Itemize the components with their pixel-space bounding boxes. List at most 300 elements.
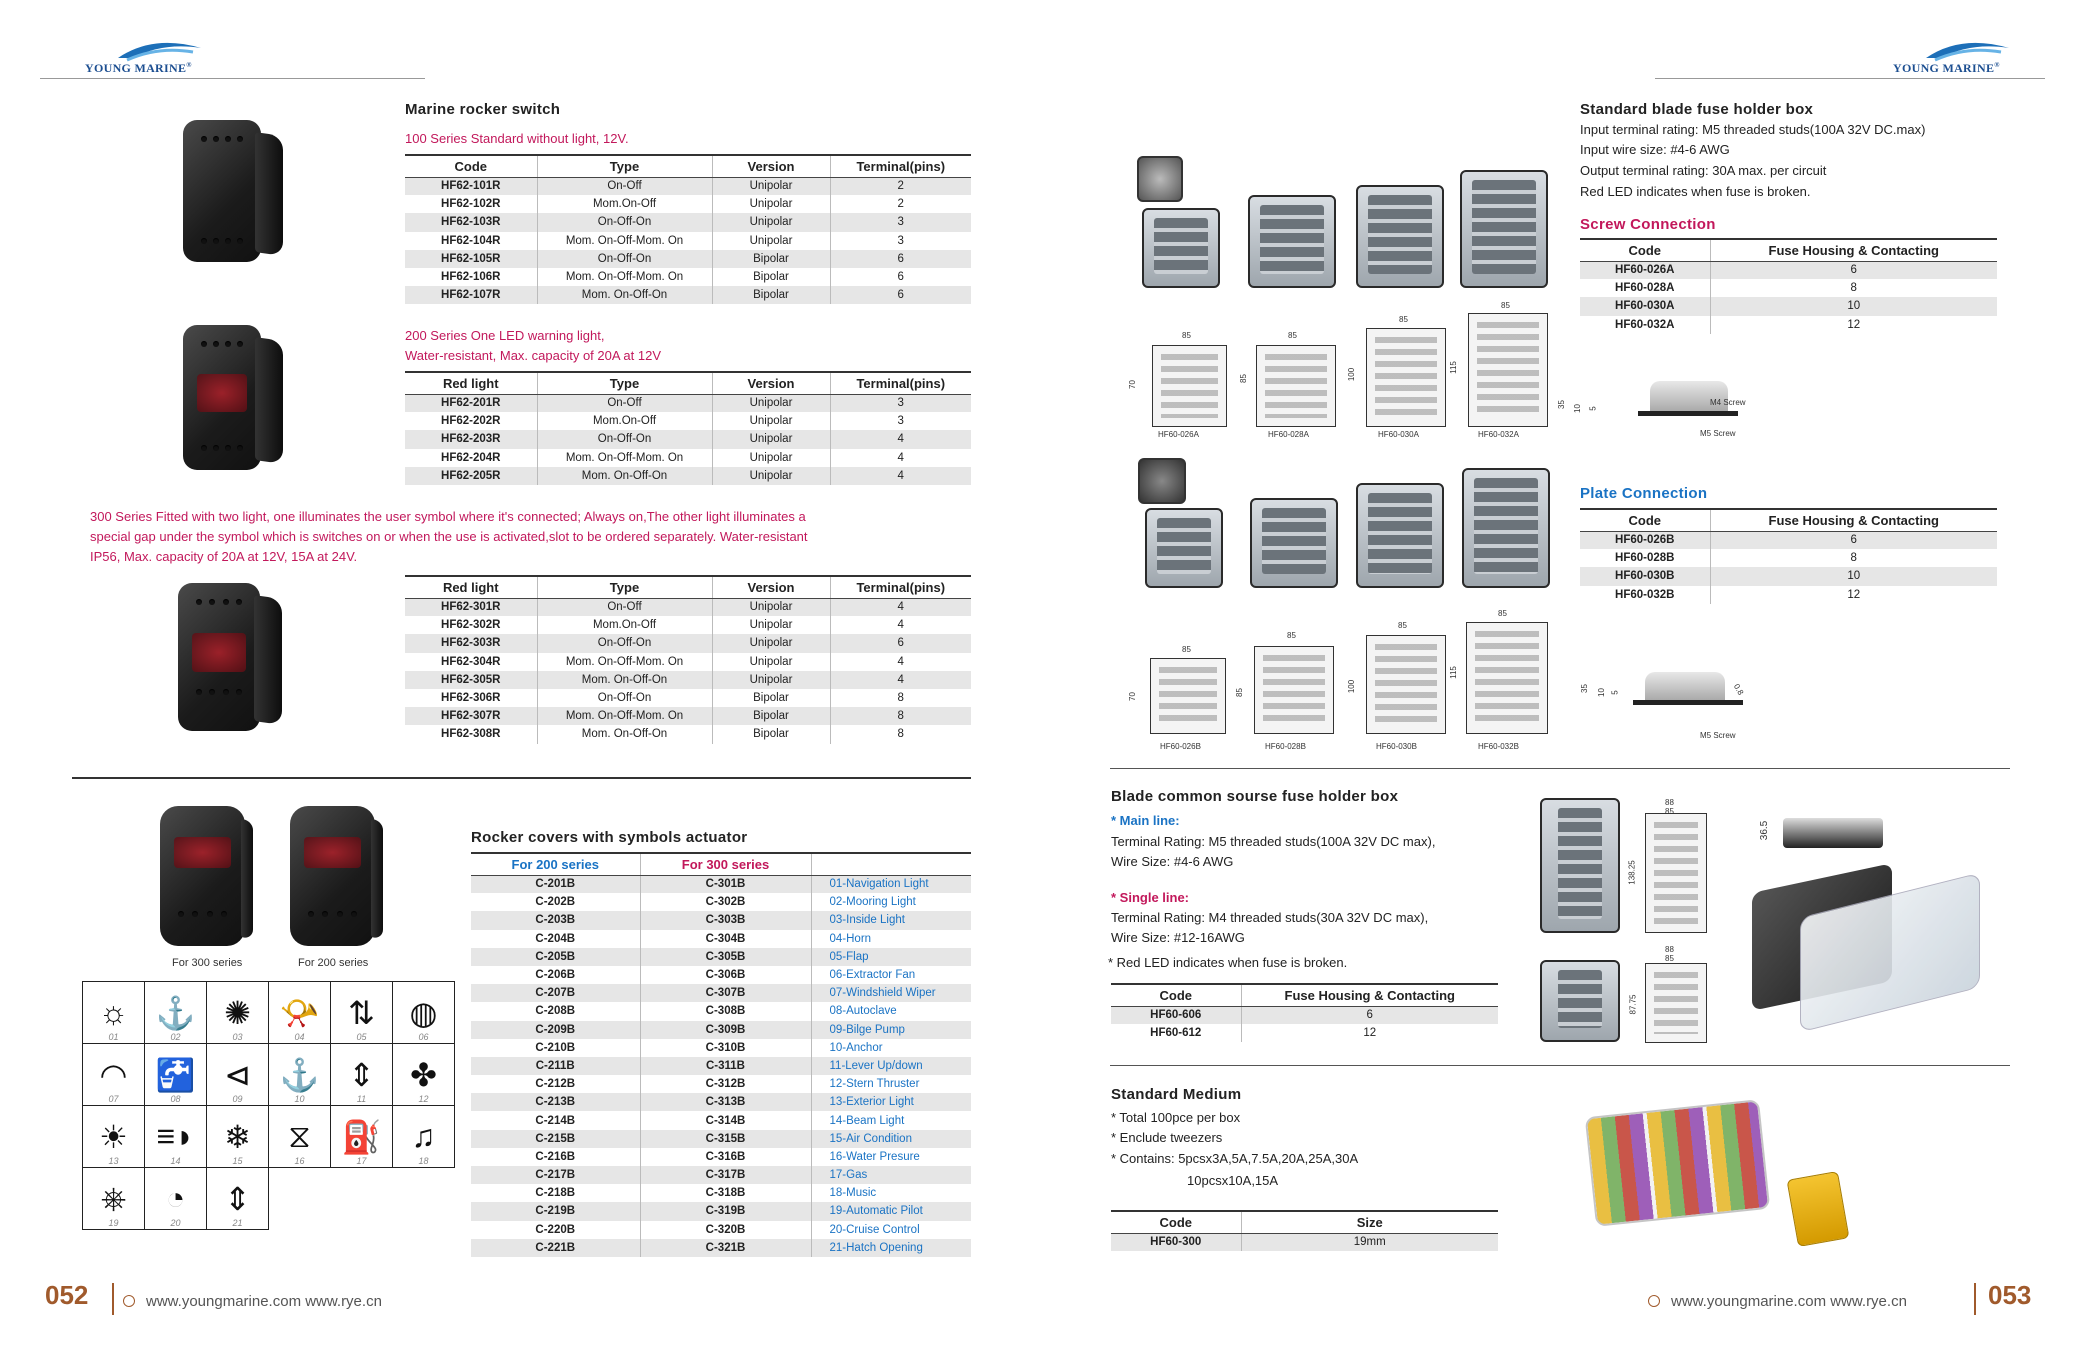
table-cell: On-Off-On <box>537 430 712 448</box>
table-cell: Unipolar <box>712 177 830 195</box>
dim-85: 85 <box>1498 609 1507 618</box>
dim-10: 10 <box>1596 688 1606 697</box>
symbol-number: 19 <box>108 1218 119 1228</box>
symbol-icon-grid <box>82 981 455 1230</box>
symbol-number: 07 <box>108 1094 119 1104</box>
table-cell: Unipolar <box>712 195 830 213</box>
drawing-032a <box>1468 313 1548 427</box>
plate-connection-title: Plate Connection <box>1580 485 1708 502</box>
table-cell: C-313B <box>640 1093 811 1111</box>
table-cell: C-206B <box>471 966 640 984</box>
symbol-number: 09 <box>232 1094 243 1104</box>
table-cell: On-Off-On <box>537 250 712 268</box>
table-cell: Mom. On-Off-Mom. On <box>537 707 712 725</box>
table-row <box>471 1239 971 1257</box>
table-cell: 6 <box>1710 261 1997 279</box>
cover-300-image <box>160 806 245 946</box>
common-title: Blade common sourse fuse holder box <box>1111 788 1399 805</box>
symbol-number: 04 <box>294 1032 305 1042</box>
table-cell: 4 <box>830 430 971 448</box>
table-cell: HF62-302R <box>405 616 537 634</box>
table-row <box>471 1130 971 1148</box>
table-cell: C-301B <box>640 875 811 893</box>
table-row <box>405 598 971 616</box>
symbol-glyph-icon: ⇕ <box>224 1180 251 1217</box>
table-cell: 6 <box>1241 1006 1498 1024</box>
s200-table <box>405 371 971 485</box>
table-row <box>405 286 971 304</box>
table-cell: HF60-030A <box>1580 297 1710 315</box>
plate-table <box>1580 508 1997 604</box>
label-032b: HF60-032B <box>1478 742 1519 751</box>
table-cell: C-320B <box>640 1221 811 1239</box>
symbol-icon-cell <box>393 982 455 1044</box>
table-cell: 13-Exterior Light <box>811 1093 971 1111</box>
symbol-number: 20 <box>170 1218 181 1228</box>
table-cell: Mom.On-Off <box>537 412 712 430</box>
label-028b: HF60-028B <box>1265 742 1306 751</box>
table-row <box>471 1111 971 1129</box>
table-cell: C-306B <box>640 966 811 984</box>
table-row <box>405 689 971 707</box>
table-cell: C-309B <box>640 1021 811 1039</box>
blade-title: Standard blade fuse holder box <box>1580 101 1814 118</box>
table-cell: 4 <box>830 598 971 616</box>
symbol-glyph-icon: ⇅ <box>348 994 375 1031</box>
symbol-number: 05 <box>356 1032 367 1042</box>
col-housing: Fuse Housing & Contacting <box>1710 239 1997 261</box>
dim-87: 87.75 <box>1628 994 1638 1015</box>
table-row <box>405 725 971 743</box>
page-number-right: 053 <box>1988 1280 2032 1310</box>
blade-spec-4: Red LED indicates when fuse is broken. <box>1580 184 1811 199</box>
table-row <box>471 1093 971 1111</box>
table-cell: On-Off <box>537 598 712 616</box>
table-cell: Bipolar <box>712 725 830 743</box>
table-row <box>471 1002 971 1020</box>
symbol-icon-cell <box>207 1168 269 1230</box>
table-cell: On-Off <box>537 394 712 412</box>
table-cell: HF62-308R <box>405 725 537 743</box>
table-cell: C-311B <box>640 1057 811 1075</box>
symbol-icon-cell <box>269 1106 331 1168</box>
table-cell: Bipolar <box>712 250 830 268</box>
table-cell: HF62-202R <box>405 412 537 430</box>
dim-100: 100 <box>1347 367 1357 382</box>
table-row <box>405 634 971 652</box>
table-cell: Unipolar <box>712 449 830 467</box>
table-cell: HF62-107R <box>405 286 537 304</box>
col-red-light: Red light <box>405 372 537 394</box>
table-cell: C-205B <box>471 948 640 966</box>
symbol-glyph-icon: ◔ <box>165 1180 186 1216</box>
label-030a: HF60-030A <box>1378 430 1419 439</box>
table-cell: 14-Beam Light <box>811 1111 971 1129</box>
table-cell: 4 <box>830 671 971 689</box>
caption-300: For 300 series <box>172 957 243 969</box>
medium-title: Standard Medium <box>1111 1086 1242 1103</box>
table-cell: C-213B <box>471 1093 640 1111</box>
symbol-icon-cell <box>207 982 269 1044</box>
symbol-icon-cell <box>83 982 145 1044</box>
table-row <box>1580 531 1997 549</box>
s300-desc-2: special gap under the symbol which is switches on or when the use is activated,slot to be ordered separately. Water-resistant <box>90 529 808 544</box>
table-cell: HF60-300 <box>1111 1233 1241 1251</box>
footer-bar-left <box>112 1283 114 1315</box>
col-type: Type <box>537 155 712 177</box>
symbol-glyph-icon: 📯 <box>279 994 320 1031</box>
single-line-2: Wire Size: #12-16AWG <box>1111 930 1245 945</box>
col-red-light: Red light <box>405 576 537 598</box>
table-cell: 08-Autoclave <box>811 1002 971 1020</box>
table-cell: On-Off-On <box>537 634 712 652</box>
table-cell: C-316B <box>640 1148 811 1166</box>
dim-5: 5 <box>1610 690 1620 695</box>
label-030b: HF60-030B <box>1376 742 1417 751</box>
symbol-icon-cell <box>145 1168 207 1230</box>
table-cell: 3 <box>830 394 971 412</box>
table-cell: 20-Cruise Control <box>811 1221 971 1239</box>
table-row <box>471 930 971 948</box>
table-cell: 4 <box>830 616 971 634</box>
table-cell: Unipolar <box>712 467 830 485</box>
table-row <box>405 394 971 412</box>
section-divider-right-2 <box>1110 1065 2010 1066</box>
label-032a: HF60-032A <box>1478 430 1519 439</box>
table-cell: 6 <box>830 634 971 652</box>
dim-85: 85 <box>1665 954 1674 963</box>
symbol-icon-cell <box>331 1044 393 1106</box>
table-cell: HF60-612 <box>1111 1024 1241 1042</box>
table-cell: Unipolar <box>712 653 830 671</box>
blade-spec-1: Input terminal rating: M5 threaded studs(100A 32V DC.max) <box>1580 122 1926 137</box>
table-row <box>405 268 971 286</box>
blade-fuse-photo <box>1786 1171 1849 1247</box>
symbol-number: 03 <box>232 1032 243 1042</box>
rocker-switch-300-image <box>178 583 260 731</box>
symbol-icon-cell <box>269 1044 331 1106</box>
drawing-032b <box>1466 622 1548 734</box>
section-divider-right-1 <box>1110 768 2010 769</box>
dim-35: 35 <box>1579 684 1589 693</box>
globe-icon <box>123 1295 135 1307</box>
symbol-number: 14 <box>170 1156 181 1166</box>
symbol-number: 16 <box>294 1156 305 1166</box>
table-cell: 2 <box>830 177 971 195</box>
symbol-number: 15 <box>232 1156 243 1166</box>
dim-115: 115 <box>1448 361 1458 374</box>
table-row <box>1580 261 1997 279</box>
table-cell: 04-Horn <box>811 930 971 948</box>
symbol-glyph-icon: ◠ <box>99 1056 128 1093</box>
symbol-icon-cell <box>83 1106 145 1168</box>
table-cell: Mom.On-Off <box>537 616 712 634</box>
table-cell: HF60-606 <box>1111 1006 1241 1024</box>
brand-logo-right <box>1893 38 2033 78</box>
table-cell: 17-Gas <box>811 1166 971 1184</box>
medium-line-3: * Contains: 5pcsx3A,5A,7.5A,20A,25A,30A <box>1111 1151 1359 1166</box>
table-cell: Mom. On-Off-On <box>537 467 712 485</box>
table-cell: HF60-030B <box>1580 567 1710 585</box>
symbol-glyph-icon: ⛽ <box>341 1118 382 1155</box>
symbol-glyph-icon: ⧖ <box>288 1117 311 1154</box>
page-number-left: 052 <box>45 1280 89 1310</box>
col-300-series: For 300 series <box>640 853 811 875</box>
screw-table <box>1580 238 1997 334</box>
covers-title: Rocker covers with symbols actuator <box>471 829 748 846</box>
screw-terminal-closeup <box>1137 156 1183 202</box>
fuse-box-12-photo <box>1460 170 1548 288</box>
symbol-glyph-icon: ⚓ <box>279 1056 320 1093</box>
table-cell: HF60-032A <box>1580 316 1710 334</box>
symbol-glyph-icon: ♫ <box>411 1118 436 1154</box>
table-cell: HF62-105R <box>405 250 537 268</box>
fuse-box-6-photo <box>1142 208 1220 288</box>
table-cell: C-307B <box>640 984 811 1002</box>
covers-table <box>471 852 971 1257</box>
table-row <box>1580 279 1997 297</box>
wave-logo-icon <box>1921 38 2011 62</box>
symbol-icon-cell <box>331 1106 393 1168</box>
symbol-number: 02 <box>170 1032 181 1042</box>
table-cell: On-Off-On <box>537 213 712 231</box>
table-cell: C-303B <box>640 911 811 929</box>
s300-desc-3: IP56, Max. capacity of 20A at 12V, 15A at 24V. <box>90 549 358 564</box>
symbol-icon-cell <box>83 1168 145 1230</box>
table-row <box>405 616 971 634</box>
drawing-028b <box>1254 646 1334 734</box>
dim-85-h: 85 <box>1234 688 1244 697</box>
table-cell: C-305B <box>640 948 811 966</box>
table-cell: C-218B <box>471 1184 640 1202</box>
table-cell: C-202B <box>471 893 640 911</box>
table-cell: C-220B <box>471 1221 640 1239</box>
symbol-number: 12 <box>418 1094 429 1104</box>
symbol-glyph-icon: ☀ <box>99 1118 128 1155</box>
table-row <box>471 1166 971 1184</box>
table-row <box>405 213 971 231</box>
table-cell: C-319B <box>640 1202 811 1220</box>
table-cell: Unipolar <box>712 634 830 652</box>
table-cell: HF62-307R <box>405 707 537 725</box>
table-cell: HF60-032B <box>1580 586 1710 604</box>
dim-85: 85 <box>1182 645 1191 654</box>
table-row <box>405 195 971 213</box>
table-cell: C-321B <box>640 1239 811 1257</box>
side-profile-plate <box>1645 672 1725 700</box>
col-version: Version <box>712 576 830 598</box>
single-line-1: Terminal Rating: M4 threaded studs(30A 32V DC max), <box>1111 910 1429 925</box>
table-cell: Bipolar <box>712 689 830 707</box>
table-cell: Mom. On-Off-Mom. On <box>537 268 712 286</box>
table-row <box>471 1202 971 1220</box>
drawing-026b <box>1150 658 1226 734</box>
symbol-icon-cell <box>145 1106 207 1168</box>
dim-85: 85 <box>1182 331 1191 340</box>
dim-85: 85 <box>1398 621 1407 630</box>
col-code: Code <box>1580 509 1710 531</box>
col-terminal: Terminal(pins) <box>830 576 971 598</box>
label-026b: HF60-026B <box>1160 742 1201 751</box>
plate-terminal-closeup <box>1138 458 1186 504</box>
table-row <box>405 250 971 268</box>
table-cell: 8 <box>1710 549 1997 567</box>
table-cell: Mom. On-Off-On <box>537 725 712 743</box>
table-cell: 4 <box>830 653 971 671</box>
wave-logo-icon <box>113 38 203 62</box>
table-cell: Unipolar <box>712 394 830 412</box>
empty-cell <box>393 1168 455 1230</box>
col-version: Version <box>712 155 830 177</box>
blade-spec-2: Input wire size: #4-6 AWG <box>1580 142 1730 157</box>
table-row <box>1111 1006 1498 1024</box>
table-cell: C-201B <box>471 875 640 893</box>
table-cell: Unipolar <box>712 671 830 689</box>
table-cell: C-310B <box>640 1039 811 1057</box>
symbol-icon-cell <box>331 982 393 1044</box>
symbol-number: 17 <box>356 1156 367 1166</box>
drawing-030b <box>1366 635 1446 734</box>
fuse-box-6b-photo <box>1145 508 1223 588</box>
profile-base <box>1638 411 1738 416</box>
table-row <box>405 467 971 485</box>
header-rule-right <box>1655 78 2045 79</box>
symbol-glyph-icon: ✤ <box>410 1056 437 1093</box>
table-cell: C-315B <box>640 1130 811 1148</box>
table-cell: C-217B <box>471 1166 640 1184</box>
symbol-icon-cell <box>207 1106 269 1168</box>
table-cell: Mom. On-Off-On <box>537 286 712 304</box>
table-cell: Mom. On-Off-Mom. On <box>537 653 712 671</box>
brand-logo-left <box>85 38 225 78</box>
table-cell: HF62-104R <box>405 232 537 250</box>
table-cell: C-208B <box>471 1002 640 1020</box>
table-cell: HF62-305R <box>405 671 537 689</box>
table-cell: 10-Anchor <box>811 1039 971 1057</box>
table-cell: On-Off-On <box>537 689 712 707</box>
table-cell: 10 <box>1710 567 1997 585</box>
dim-70: 70 <box>1127 692 1137 701</box>
table-cell: 18-Music <box>811 1184 971 1202</box>
table-row <box>405 430 971 448</box>
dim-36-5: 36.5 <box>1759 820 1771 841</box>
table-row <box>471 875 971 893</box>
symbol-icon-cell <box>393 1106 455 1168</box>
col-housing: Fuse Housing & Contacting <box>1710 509 1997 531</box>
table-cell: Unipolar <box>712 598 830 616</box>
dim-88: 88 <box>1665 798 1674 807</box>
s100-table <box>405 154 971 304</box>
col-symbol <box>811 853 971 875</box>
table-row <box>471 966 971 984</box>
common-side-profile <box>1783 818 1883 848</box>
table-cell: 07-Windshield Wiper <box>811 984 971 1002</box>
dim-88: 88 <box>1665 945 1674 954</box>
table-cell: C-207B <box>471 984 640 1002</box>
table-row <box>405 653 971 671</box>
col-code: Code <box>1111 984 1241 1006</box>
table-cell: C-216B <box>471 1148 640 1166</box>
dim-138: 138.25 <box>1627 860 1637 885</box>
table-row <box>471 1148 971 1166</box>
table-cell: C-312B <box>640 1075 811 1093</box>
table-cell: Mom.On-Off <box>537 195 712 213</box>
table-cell: 8 <box>830 707 971 725</box>
table-cell: C-212B <box>471 1075 640 1093</box>
table-cell: HF60-028A <box>1580 279 1710 297</box>
dim-85: 85 <box>1287 631 1296 640</box>
rocker-switch-100-image <box>183 120 261 262</box>
table-cell: C-215B <box>471 1130 640 1148</box>
table-cell: HF62-303R <box>405 634 537 652</box>
m4-screw-label: M4 Screw <box>1710 398 1746 407</box>
table-row <box>471 948 971 966</box>
symbol-number: 08 <box>170 1094 181 1104</box>
symbol-glyph-icon: ⊲ <box>224 1056 251 1093</box>
table-cell: HF60-026B <box>1580 531 1710 549</box>
fuse-box-10b-photo <box>1356 483 1444 588</box>
footer-url-left: www.youngmarine.com www.rye.cn <box>146 1293 382 1310</box>
table-cell: 12-Stern Thruster <box>811 1075 971 1093</box>
table-cell: HF60-028B <box>1580 549 1710 567</box>
table-row <box>405 412 971 430</box>
fuse-box-8b-photo <box>1250 498 1338 588</box>
rocker-switch-200-image <box>183 325 261 470</box>
table-cell: HF62-101R <box>405 177 537 195</box>
table-row <box>1580 316 1997 334</box>
table-cell: 6 <box>1710 531 1997 549</box>
dim-115: 115 <box>1448 666 1458 679</box>
table-cell: 03-Inside Light <box>811 911 971 929</box>
table-cell: 09-Bilge Pump <box>811 1021 971 1039</box>
table-row <box>471 1075 971 1093</box>
common-box-12-photo <box>1540 798 1620 933</box>
col-200-series: For 200 series <box>471 853 640 875</box>
dim-10: 10 <box>1572 404 1582 413</box>
table-cell: C-203B <box>471 911 640 929</box>
table-cell: 3 <box>830 412 971 430</box>
table-cell: C-209B <box>471 1021 640 1039</box>
table-row <box>1580 567 1997 585</box>
dim-70: 70 <box>1127 380 1137 389</box>
table-cell: 8 <box>830 689 971 707</box>
table-cell: HF62-304R <box>405 653 537 671</box>
table-cell: 2 <box>830 195 971 213</box>
common-table <box>1111 983 1498 1042</box>
table-row <box>471 893 971 911</box>
fuse-box-12b-photo <box>1462 468 1550 588</box>
dim-100: 100 <box>1347 679 1357 694</box>
table-cell: 8 <box>1710 279 1997 297</box>
dim-35: 35 <box>1556 400 1566 409</box>
profile-base <box>1633 700 1743 705</box>
table-row <box>405 707 971 725</box>
table-cell: 3 <box>830 213 971 231</box>
drawing-026a <box>1152 345 1227 427</box>
symbol-glyph-icon: ◍ <box>409 994 438 1031</box>
symbol-glyph-icon: ⚓ <box>155 994 196 1031</box>
table-row <box>471 984 971 1002</box>
table-cell: HF62-301R <box>405 598 537 616</box>
common-box-6-photo <box>1540 960 1620 1042</box>
symbol-number: 10 <box>294 1094 305 1104</box>
label-026a: HF60-026A <box>1158 430 1199 439</box>
table-cell: 12 <box>1710 316 1997 334</box>
table-cell: C-318B <box>640 1184 811 1202</box>
table-cell: HF62-205R <box>405 467 537 485</box>
table-cell: 15-Air Condition <box>811 1130 971 1148</box>
table-cell: Unipolar <box>712 213 830 231</box>
